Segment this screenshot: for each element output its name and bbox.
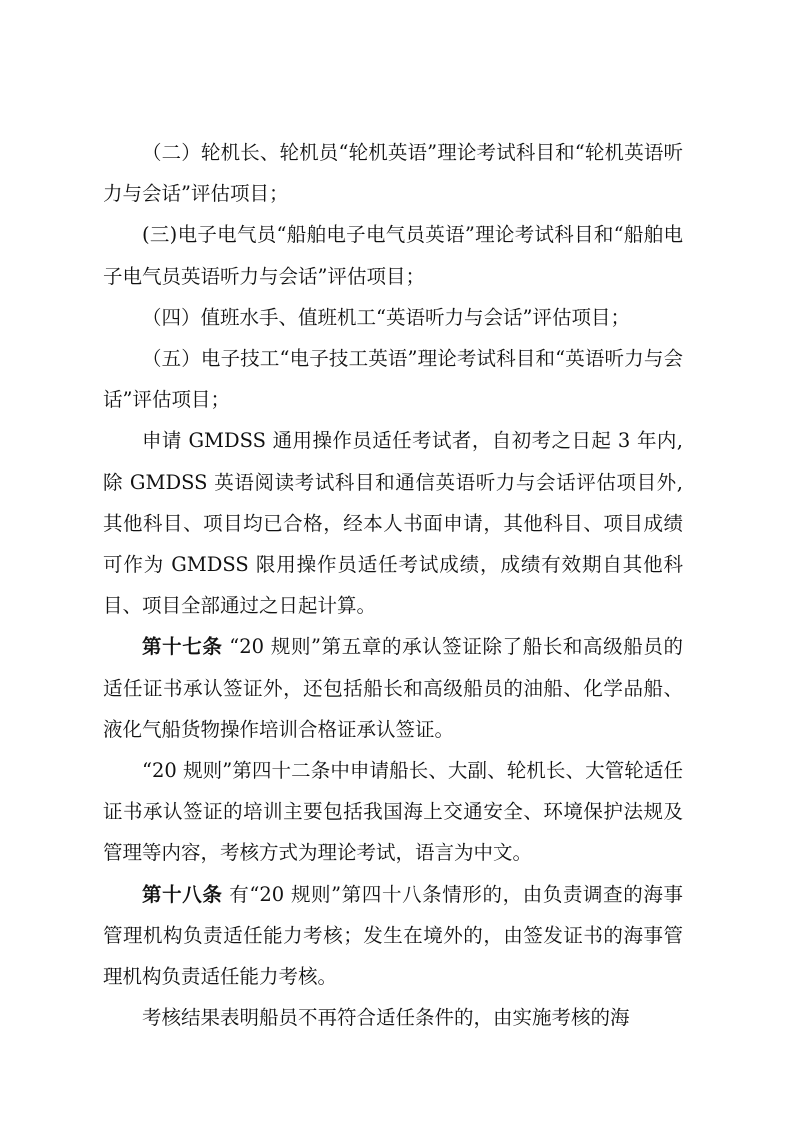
paragraph-text: 有“20 规则”第四十八条情形的，由负责调查的海事管理机构负责适任能力考核；发生在境外的，由签发证书的海事管理机构负责适任能力考核。 xyxy=(103,882,683,989)
paragraph-electro-technical-english xyxy=(103,338,683,420)
article-heading: 第十七条 xyxy=(142,635,223,659)
paragraph-endorsement-training xyxy=(103,750,683,874)
paragraph-text: （二）轮机长、轮机员“轮机英语”理论考试科目和“轮机英语听力与会话”评估项目； xyxy=(103,141,683,206)
article-17 xyxy=(103,626,683,750)
document-body xyxy=(103,132,683,1038)
paragraph-assessment-result xyxy=(103,997,683,1038)
paragraph-rating-english xyxy=(103,297,683,338)
paragraph-gmdss xyxy=(103,420,683,626)
paragraph-text: 申请 GMDSS 通用操作员适任考试者，自初考之日起 3 年内,除 GMDSS 英语阅读考试科目和通信英语听力与会话评估项目外,其他科目、项目均已合格，经本人书面申请，其他科目、项目成绩可作为 GMDSS 限用操作员适任考试成绩，成绩有效期自其他科目、项目全部通过之日起计算。 xyxy=(103,429,683,618)
paragraph-text: （五）电子技工“电子技工英语”理论考试科目和“英语听力与会话”评估项目； xyxy=(103,347,683,412)
paragraph-electrical-english xyxy=(103,214,683,296)
article-18 xyxy=(103,874,683,998)
paragraph-text: （四）值班水手、值班机工“英语听力与会话”评估项目； xyxy=(142,305,630,329)
paragraph-text: 考核结果表明船员不再符合适任条件的，由实施考核的海 xyxy=(142,1006,630,1030)
paragraph-text: “20 规则”第五章的承认签证除了船长和高级船员的适任证书承认签证外，还包括船长和高级船员的油船、化学品船、液化气船货物操作培训合格证承认签证。 xyxy=(103,635,683,741)
paragraph-text: “20 规则”第四十二条中申请船长、大副、轮机长、大管轮适任证书承认签证的培训主要包括我国海上交通安全、环境保护法规及管理等内容，考核方式为理论考试，语言为中文。 xyxy=(103,759,683,865)
paragraph-engineer-english xyxy=(103,132,683,214)
paragraph-text: (三)电子电气员“船舶电子电气员英语”理论考试科目和“船舶电子电气员英语听力与会话”评估项目； xyxy=(103,223,683,288)
article-heading: 第十八条 xyxy=(142,882,223,906)
